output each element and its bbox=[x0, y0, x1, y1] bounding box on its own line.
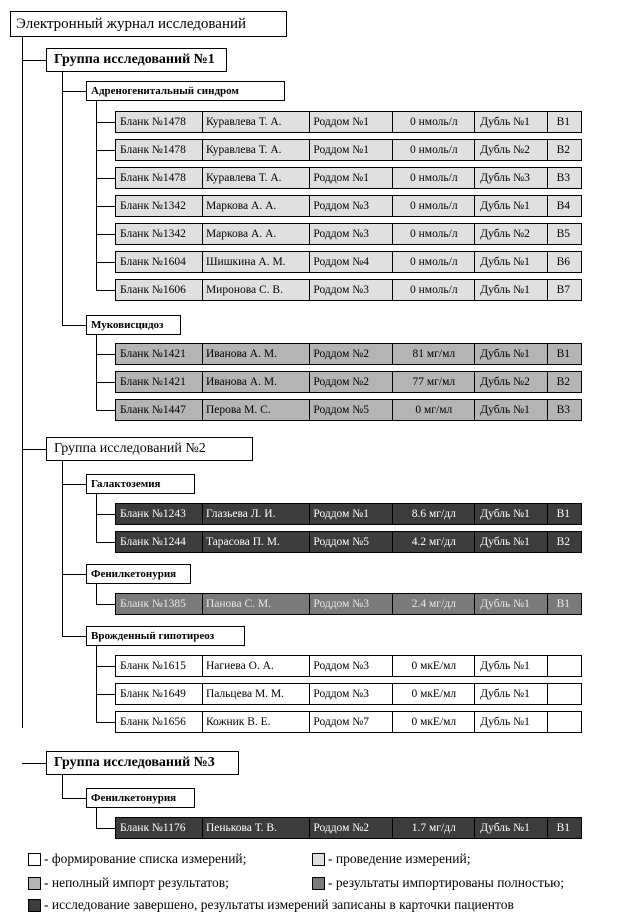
duplicate-cell: Дубль №1 bbox=[474, 343, 547, 365]
well-code-cell: B3 bbox=[547, 167, 582, 189]
patient-cell: Маркова А. А. bbox=[202, 223, 310, 245]
study-group-header[interactable]: Группа исследований №3 bbox=[46, 751, 239, 775]
duplicate-cell: Дубль №3 bbox=[474, 167, 547, 189]
sample-row[interactable] bbox=[115, 139, 582, 161]
result-value-cell: 0 мкЕ/мл bbox=[392, 683, 475, 705]
result-value-cell: 0 нмоль/л bbox=[392, 251, 475, 273]
patient-cell: Иванова А. М. bbox=[202, 343, 310, 365]
root-connector bbox=[22, 37, 23, 728]
sample-row[interactable] bbox=[115, 503, 582, 525]
study-connector bbox=[62, 574, 86, 575]
blank-cell: Бланк №1478 bbox=[115, 167, 203, 189]
patient-cell: Глазьева Л. И. bbox=[202, 503, 310, 525]
well-code-cell: B2 bbox=[547, 371, 582, 393]
blank-cell: Бланк №1421 bbox=[115, 371, 203, 393]
study-branch-line bbox=[96, 646, 97, 723]
duplicate-cell: Дубль №1 bbox=[474, 111, 547, 133]
hospital-cell: Роддом №5 bbox=[309, 399, 393, 421]
patient-cell: Шишкина А. М. bbox=[202, 251, 310, 273]
patient-cell: Кожник В. Е. bbox=[202, 711, 310, 733]
blank-cell: Бланк №1478 bbox=[115, 111, 203, 133]
blank-cell: Бланк №1176 bbox=[115, 817, 203, 839]
well-code-cell: B1 bbox=[547, 111, 582, 133]
study-branch-line bbox=[96, 494, 97, 543]
sample-row[interactable] bbox=[115, 251, 582, 273]
group-connector bbox=[22, 763, 46, 764]
well-code-cell: B1 bbox=[547, 503, 582, 525]
row-connector bbox=[96, 542, 115, 543]
row-connector bbox=[96, 178, 115, 179]
duplicate-cell: Дубль №1 bbox=[474, 279, 547, 301]
blank-cell: Бланк №1421 bbox=[115, 343, 203, 365]
sample-row[interactable] bbox=[115, 817, 582, 839]
result-value-cell: 0 нмоль/л bbox=[392, 195, 475, 217]
blank-cell: Бланк №1656 bbox=[115, 711, 203, 733]
well-code-cell: B1 bbox=[547, 817, 582, 839]
well-code-cell bbox=[547, 711, 582, 733]
duplicate-cell: Дубль №1 bbox=[474, 593, 547, 615]
blank-cell: Бланк №1649 bbox=[115, 683, 203, 705]
hospital-cell: Роддом №3 bbox=[309, 655, 393, 677]
study-branch-line bbox=[96, 808, 97, 829]
duplicate-cell: Дубль №1 bbox=[474, 655, 547, 677]
row-connector bbox=[96, 694, 115, 695]
well-code-cell: B2 bbox=[547, 531, 582, 553]
result-value-cell: 2.4 мг/дл bbox=[392, 593, 475, 615]
result-value-cell: 0 мг/мл bbox=[392, 399, 475, 421]
result-value-cell: 1.7 мг/дл bbox=[392, 817, 475, 839]
legend-label-measuring: - проведение измерений; bbox=[328, 851, 471, 866]
legend-label-formation: - формирование списка измерений; bbox=[44, 851, 247, 866]
patient-cell: Тарасова П. М. bbox=[202, 531, 310, 553]
patient-cell: Куравлева Т. А. bbox=[202, 111, 310, 133]
sample-row[interactable] bbox=[115, 167, 582, 189]
sample-row[interactable] bbox=[115, 111, 582, 133]
sample-row[interactable] bbox=[115, 371, 582, 393]
row-connector bbox=[96, 410, 115, 411]
study-group-header[interactable]: Группа исследований №1 bbox=[46, 48, 227, 72]
patient-cell: Панова С. М. bbox=[202, 593, 310, 615]
duplicate-cell: Дубль №2 bbox=[474, 139, 547, 161]
row-connector bbox=[96, 514, 115, 515]
well-code-cell: B7 bbox=[547, 279, 582, 301]
patient-cell: Миронова С. В. bbox=[202, 279, 310, 301]
row-connector bbox=[96, 666, 115, 667]
row-connector bbox=[96, 206, 115, 207]
sample-row[interactable] bbox=[115, 223, 582, 245]
patient-cell: Нагиева О. А. bbox=[202, 655, 310, 677]
legend-swatch-measuring bbox=[312, 853, 325, 866]
patient-cell: Куравлева Т. А. bbox=[202, 139, 310, 161]
hospital-cell: Роддом №3 bbox=[309, 593, 393, 615]
study-group-header[interactable]: Группа исследований №2 bbox=[46, 437, 253, 461]
duplicate-cell: Дубль №1 bbox=[474, 531, 547, 553]
row-connector bbox=[96, 150, 115, 151]
study-connector bbox=[62, 91, 86, 92]
duplicate-cell: Дубль №1 bbox=[474, 683, 547, 705]
result-value-cell: 0 нмоль/л bbox=[392, 139, 475, 161]
hospital-cell: Роддом №2 bbox=[309, 817, 393, 839]
group-branch-line bbox=[62, 775, 63, 799]
hospital-cell: Роддом №3 bbox=[309, 683, 393, 705]
blank-cell: Бланк №1244 bbox=[115, 531, 203, 553]
hospital-cell: Роддом №1 bbox=[309, 503, 393, 525]
group-branch-line bbox=[62, 461, 63, 637]
duplicate-cell: Дубль №1 bbox=[474, 817, 547, 839]
patient-cell: Пенькова Т. В. bbox=[202, 817, 310, 839]
row-connector bbox=[96, 604, 115, 605]
blank-cell: Бланк №1342 bbox=[115, 195, 203, 217]
journal-title: Электронный журнал исследований bbox=[10, 11, 287, 37]
blank-cell: Бланк №1604 bbox=[115, 251, 203, 273]
hospital-cell: Роддом №3 bbox=[309, 195, 393, 217]
duplicate-cell: Дубль №2 bbox=[474, 223, 547, 245]
hospital-cell: Роддом №1 bbox=[309, 167, 393, 189]
well-code-cell: B2 bbox=[547, 139, 582, 161]
legend-swatch-done bbox=[28, 899, 41, 912]
legend-label-imported: - результаты импортированы полностью; bbox=[328, 875, 564, 890]
result-value-cell: 0 нмоль/л bbox=[392, 167, 475, 189]
result-value-cell: 4.2 мг/дл bbox=[392, 531, 475, 553]
result-value-cell: 0 мкЕ/мл bbox=[392, 711, 475, 733]
row-connector bbox=[96, 354, 115, 355]
row-connector bbox=[96, 828, 115, 829]
legend-swatch-imported bbox=[312, 877, 325, 890]
legend-item-imported bbox=[312, 875, 564, 891]
blank-cell: Бланк №1447 bbox=[115, 399, 203, 421]
row-connector bbox=[96, 290, 115, 291]
result-value-cell: 0 нмоль/л bbox=[392, 223, 475, 245]
row-connector bbox=[96, 234, 115, 235]
hospital-cell: Роддом №2 bbox=[309, 343, 393, 365]
result-value-cell: 0 мкЕ/мл bbox=[392, 655, 475, 677]
well-code-cell: B1 bbox=[547, 343, 582, 365]
blank-cell: Бланк №1342 bbox=[115, 223, 203, 245]
legend-label-done: - исследование завершено, результаты измерений записаны в карточки пациентов bbox=[44, 897, 514, 912]
hospital-cell: Роддом №7 bbox=[309, 711, 393, 733]
group-connector bbox=[22, 60, 46, 61]
study-branch-line bbox=[96, 584, 97, 605]
hospital-cell: Роддом №3 bbox=[309, 223, 393, 245]
study-header[interactable]: Врожденный гипотиреоз bbox=[86, 626, 245, 646]
row-connector bbox=[96, 722, 115, 723]
row-connector bbox=[96, 382, 115, 383]
legend-label-partial: - неполный импорт результатов; bbox=[44, 875, 229, 890]
duplicate-cell: Дубль №1 bbox=[474, 711, 547, 733]
result-value-cell: 81 мг/мл bbox=[392, 343, 475, 365]
group-branch-line bbox=[62, 72, 63, 326]
study-header[interactable]: Адреногенитальный синдром bbox=[86, 81, 285, 101]
patient-cell: Куравлева Т. А. bbox=[202, 167, 310, 189]
well-code-cell: B6 bbox=[547, 251, 582, 273]
study-header[interactable]: Фенилкетонурия bbox=[86, 564, 191, 584]
study-header[interactable]: Муковисцидоз bbox=[86, 315, 181, 335]
study-header[interactable]: Галактоземия bbox=[86, 474, 195, 494]
sample-row[interactable] bbox=[115, 593, 582, 615]
row-connector bbox=[96, 262, 115, 263]
duplicate-cell: Дубль №1 bbox=[474, 503, 547, 525]
blank-cell: Бланк №1243 bbox=[115, 503, 203, 525]
result-value-cell: 0 нмоль/л bbox=[392, 111, 475, 133]
study-connector bbox=[62, 325, 86, 326]
legend-swatch-formation bbox=[28, 853, 41, 866]
sample-row[interactable] bbox=[115, 531, 582, 553]
blank-cell: Бланк №1478 bbox=[115, 139, 203, 161]
well-code-cell: B5 bbox=[547, 223, 582, 245]
well-code-cell: B4 bbox=[547, 195, 582, 217]
well-code-cell: B3 bbox=[547, 399, 582, 421]
study-branch-line bbox=[96, 335, 97, 411]
sample-row[interactable] bbox=[115, 343, 582, 365]
patient-cell: Перова М. С. bbox=[202, 399, 310, 421]
duplicate-cell: Дубль №1 bbox=[474, 195, 547, 217]
study-connector bbox=[62, 636, 86, 637]
well-code-cell: B1 bbox=[547, 593, 582, 615]
hospital-cell: Роддом №4 bbox=[309, 251, 393, 273]
patient-cell: Иванова А. М. bbox=[202, 371, 310, 393]
sample-row[interactable] bbox=[115, 399, 582, 421]
hospital-cell: Роддом №5 bbox=[309, 531, 393, 553]
blank-cell: Бланк №1606 bbox=[115, 279, 203, 301]
result-value-cell: 77 мг/мл bbox=[392, 371, 475, 393]
sample-row[interactable] bbox=[115, 195, 582, 217]
result-value-cell: 0 нмоль/л bbox=[392, 279, 475, 301]
hospital-cell: Роддом №1 bbox=[309, 111, 393, 133]
group-connector bbox=[22, 449, 46, 450]
hospital-cell: Роддом №3 bbox=[309, 279, 393, 301]
legend-item-formation bbox=[28, 851, 246, 867]
sample-row[interactable] bbox=[115, 683, 582, 705]
legend-item-done bbox=[28, 897, 514, 913]
sample-row[interactable] bbox=[115, 711, 582, 733]
sample-row[interactable] bbox=[115, 655, 582, 677]
well-code-cell bbox=[547, 683, 582, 705]
duplicate-cell: Дубль №1 bbox=[474, 251, 547, 273]
study-connector bbox=[62, 484, 86, 485]
blank-cell: Бланк №1385 bbox=[115, 593, 203, 615]
well-code-cell bbox=[547, 655, 582, 677]
sample-row[interactable] bbox=[115, 279, 582, 301]
row-connector bbox=[96, 122, 115, 123]
patient-cell: Маркова А. А. bbox=[202, 195, 310, 217]
blank-cell: Бланк №1615 bbox=[115, 655, 203, 677]
patient-cell: Пальцева М. М. bbox=[202, 683, 310, 705]
legend-item-measuring bbox=[312, 851, 470, 867]
study-header[interactable]: Фенилкетонурия bbox=[86, 788, 195, 808]
legend-swatch-partial bbox=[28, 877, 41, 890]
legend-item-partial bbox=[28, 875, 229, 891]
study-connector bbox=[62, 798, 86, 799]
hospital-cell: Роддом №2 bbox=[309, 371, 393, 393]
duplicate-cell: Дубль №2 bbox=[474, 371, 547, 393]
result-value-cell: 8.6 мг/дл bbox=[392, 503, 475, 525]
hospital-cell: Роддом №1 bbox=[309, 139, 393, 161]
duplicate-cell: Дубль №1 bbox=[474, 399, 547, 421]
